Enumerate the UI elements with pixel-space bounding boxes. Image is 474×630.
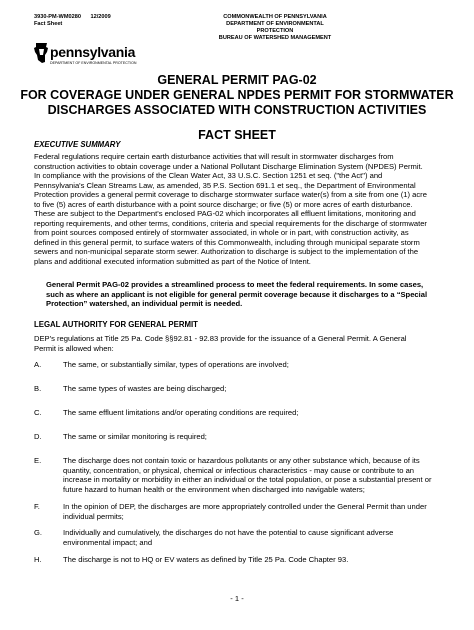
agency-header: [210, 14, 340, 42]
title-fact-sheet: FACT SHEET: [198, 128, 276, 142]
item-text: [63, 555, 439, 565]
note-line: General Permit PAG-02 provides a streamlined process to meet the federal requirements. In some cases,: [46, 280, 424, 289]
summary-line: defined in this general permit, to surface waters of this Commonwealth, including through municipal separate storm: [34, 237, 420, 247]
item-text: [63, 384, 439, 394]
title-line-2: FOR COVERAGE UNDER GENERAL NPDES PERMIT FOR STORMWATER: [20, 88, 454, 102]
logo-wordmark: pennsylvania: [50, 44, 136, 60]
item-letter: F.: [34, 502, 40, 511]
streamlined-process-note: [46, 280, 439, 309]
item-line: The same types of wastes are being discharged;: [63, 384, 227, 393]
keystone-state-icon: [34, 43, 49, 63]
item-line: The same, or substantially similar, types of operations are involved;: [63, 360, 289, 369]
document-code: 3930-PM-WM0280: [34, 14, 81, 20]
item-line: The discharge does not contain toxic or hazardous pollutants or any other substance which, because of its: [63, 456, 420, 465]
item-line: individual permits;: [63, 511, 124, 521]
summary-line: construction activities to obtain coverage under a National Pollutant Discharge Elimination System (NPDES) Permit.: [34, 161, 423, 171]
item-letter: C.: [34, 408, 42, 417]
item-text: [63, 360, 439, 370]
item-line: The same effluent limitations and/or operating conditions are required;: [63, 408, 299, 417]
document-date: 12/2009: [90, 14, 111, 20]
intro-line: Permit is allowed when:: [34, 343, 114, 353]
summary-line: Federal regulations require certain earth disturbance activities that will result in stormwater discharges from: [34, 152, 394, 161]
title-line-3: DISCHARGES ASSOCIATED WITH CONSTRUCTION ACTIVITIES: [47, 103, 427, 117]
logo-subtitle: DEPARTMENT OF ENVIRONMENTAL PROTECTION: [50, 61, 137, 65]
title-line-1: GENERAL PERMIT PAG-02: [157, 73, 317, 87]
page-number: - 1 -: [230, 594, 244, 603]
item-line: quantity, concentration, or physical, chemical or infectious characteristics - may cause or contribute to an: [63, 465, 415, 475]
document-header-left: [34, 14, 111, 28]
item-line: future hazard to human health or the environment when discharged into navigable waters;: [63, 484, 365, 494]
item-line: In the opinion of DEP, the discharges are more appropriately controlled under the General Permit than under: [63, 502, 427, 511]
legal-authority-heading: LEGAL AUTHORITY FOR GENERAL PERMIT: [34, 320, 198, 329]
note-line: such as where an applicant is not eligible for general permit coverage because it discharges to a “Special: [46, 289, 428, 299]
summary-line: reporting requirements, and other terms, conditions, criteria and special requirements for the discharge of stormwater: [34, 218, 427, 228]
agency-line: COMMONWEALTH OF PENNSYLVANIA: [223, 14, 327, 20]
summary-line: These are subject to the Department's enclosed PAG-02 which incorporates all effluent limitations, monitoring and: [34, 209, 416, 219]
item-letter: A.: [34, 360, 42, 369]
item-letter: G.: [34, 528, 43, 537]
item-line: environmental impact; and: [63, 537, 153, 547]
item-text: [63, 408, 439, 418]
item-line: The same or similar monitoring is required;: [63, 432, 207, 441]
item-line: The discharge is not to HQ or EV waters as defined by Title 25 Pa. Code Chapter 93.: [63, 555, 349, 564]
item-letter: E.: [34, 456, 42, 465]
summary-line: Pennsylvania's Clean Streams Law, as amended, 35 P.S. Section 691.1 et seq., the Department of Environmental: [34, 180, 416, 190]
item-text: [63, 456, 439, 494]
agency-line: BUREAU OF WATERSHED MANAGEMENT: [218, 35, 332, 41]
legal-authority-intro: [34, 334, 439, 353]
summary-line: from point sources composed entirely of stormwater associated, in whole or in part, with construction activity, as: [34, 228, 409, 238]
note-line: Protection” watershed, an individual permit is needed.: [46, 299, 243, 309]
item-letter: B.: [34, 384, 42, 393]
agency-line: DEPARTMENT OF ENVIRONMENTAL PROTECTION: [226, 21, 324, 34]
summary-line: In compliance with the provisions of the Clean Water Act, 33 U.S.C. Section 1251 et seq. ("the Act") and: [34, 171, 383, 181]
intro-line: DEP's regulations at Title 25 Pa. Code §§92.81 - 92.83 provide for the issuance of a General Permit. A General: [34, 334, 407, 343]
summary-line: to five (5) acres of earth disturbance with a point source discharge; or five (5) or more acres of earth disturbance.: [34, 199, 413, 209]
item-line: increase in mortality or morbidity in either an individual or the total population, or pose a substantial present or: [63, 475, 432, 485]
summary-line: plans and additional executed information submitted as part of the Notice of Intent.: [34, 257, 311, 267]
item-text: [63, 528, 439, 547]
executive-summary-heading: EXECUTIVE SUMMARY: [34, 140, 121, 149]
summary-line: Protection provides a general permit coverage to discharge stormwater surface water(s) from a site from one (1) acre: [34, 190, 427, 200]
item-text: [63, 502, 439, 521]
document-type: Fact Sheet: [34, 21, 63, 27]
item-text: [63, 432, 439, 442]
summary-line: sewers and non-municipal separate storm sewer. Authorization to discharge is subject to the implementation of the: [34, 247, 419, 257]
item-letter: H.: [34, 555, 42, 564]
item-letter: D.: [34, 432, 42, 441]
item-line: Individually and cumulatively, the discharges do not have the potential to cause significant adverse: [63, 528, 394, 537]
document-title: [0, 73, 474, 142]
pa-dep-logo: [34, 43, 164, 69]
executive-summary-text: [34, 152, 439, 267]
